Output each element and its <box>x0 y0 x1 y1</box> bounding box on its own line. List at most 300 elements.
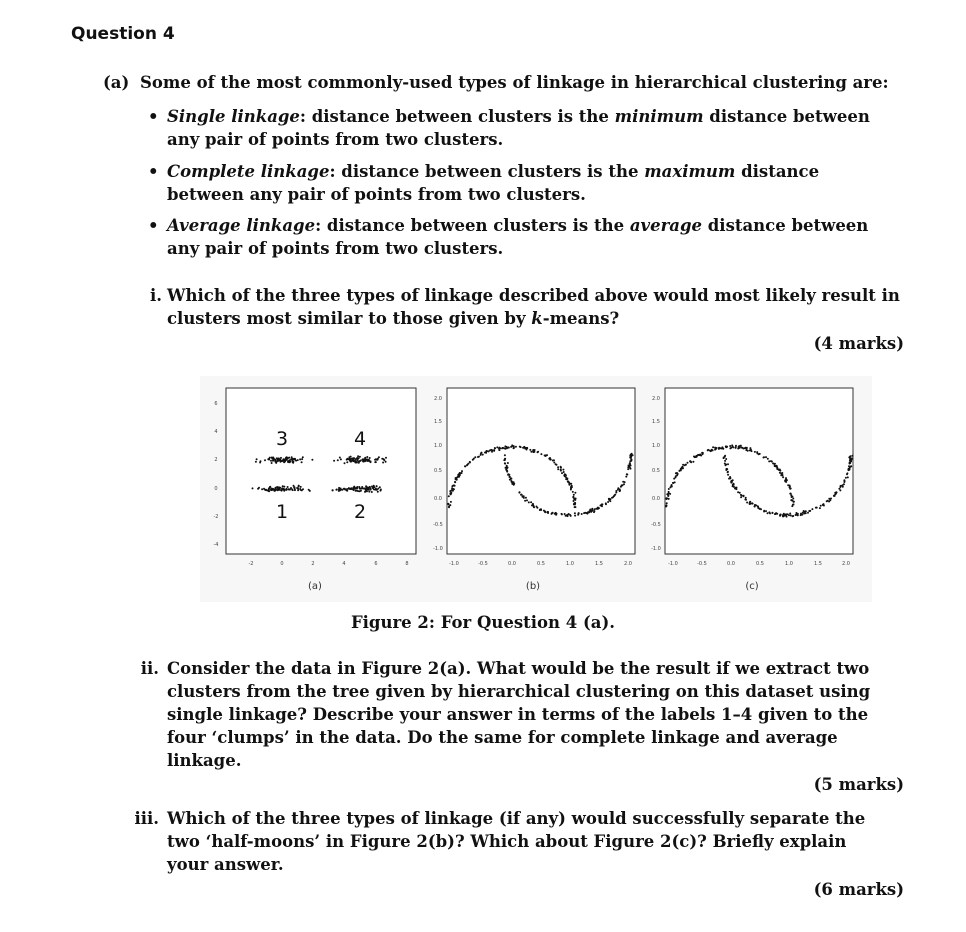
data-point <box>823 503 825 505</box>
data-point <box>526 447 528 449</box>
data-point <box>385 461 387 463</box>
data-point <box>537 451 539 453</box>
data-point <box>749 501 751 503</box>
data-point <box>464 465 466 467</box>
data-point <box>746 502 748 504</box>
tick-label: -1.0 <box>651 546 661 552</box>
panel-b-subcaption: (b) <box>525 581 541 592</box>
data-point <box>695 455 697 457</box>
data-point <box>809 510 811 512</box>
data-point <box>299 488 301 490</box>
data-point <box>774 463 776 465</box>
data-point <box>565 478 567 480</box>
data-point <box>265 489 267 491</box>
figure-2-plots <box>200 376 872 602</box>
data-point <box>506 467 508 469</box>
question-heading: Question 4 <box>71 24 175 44</box>
data-point <box>461 470 463 472</box>
data-point <box>375 461 377 463</box>
bullet-dot: • <box>148 216 159 235</box>
data-point <box>366 459 368 461</box>
data-point <box>792 515 794 517</box>
linkage-name: Average linkage <box>167 216 316 235</box>
data-point <box>807 512 809 514</box>
data-point <box>504 463 506 465</box>
data-point <box>850 457 852 459</box>
data-point <box>382 462 384 464</box>
data-point <box>515 446 517 448</box>
data-point <box>299 458 301 460</box>
data-point <box>354 488 356 490</box>
tick-label: 1.5 <box>434 419 442 425</box>
data-point <box>302 488 304 490</box>
data-point <box>271 462 273 464</box>
data-point <box>675 472 677 474</box>
data-point <box>561 513 563 515</box>
data-point <box>553 462 555 464</box>
data-point <box>513 483 515 485</box>
subquestion-ii-text: Consider the data in Figure 2(a). What would be the result if we extract two clusters from the tree given by hierarchical clustering on this dataset using single linkage? Describe your answer in terms of the labels 1–4 given to the four ‘clumps’ in the data. Do the same for complete linkage and average linkage. <box>167 659 871 770</box>
data-point <box>482 454 484 456</box>
data-point <box>756 452 758 454</box>
data-point <box>360 488 362 490</box>
data-point <box>631 453 633 455</box>
linkage-name: Complete linkage <box>167 162 330 181</box>
tick-label: 1.5 <box>652 419 660 425</box>
data-point <box>268 488 270 490</box>
data-point <box>727 471 729 473</box>
data-point <box>270 489 272 491</box>
data-point <box>675 476 677 478</box>
data-point <box>666 502 668 504</box>
data-point <box>366 456 368 458</box>
data-point <box>375 489 377 491</box>
data-point <box>377 491 379 493</box>
data-point <box>687 462 689 464</box>
data-point <box>570 489 572 491</box>
data-point <box>732 446 734 448</box>
data-point <box>851 455 853 457</box>
data-point <box>789 486 791 488</box>
data-point <box>767 458 769 460</box>
tick-label: 6 <box>374 561 378 567</box>
data-point <box>759 453 761 455</box>
data-point <box>552 460 554 462</box>
data-point <box>712 446 714 448</box>
data-point <box>826 500 828 502</box>
data-point <box>377 488 379 490</box>
data-point <box>612 496 614 498</box>
data-point <box>509 476 511 478</box>
data-point <box>757 505 759 507</box>
data-point <box>272 460 274 462</box>
marks-label: (4 marks) <box>813 334 904 353</box>
data-point <box>589 509 591 511</box>
data-point <box>666 504 668 506</box>
data-point <box>768 511 770 513</box>
data-point <box>775 465 777 467</box>
data-point <box>667 494 669 496</box>
data-point <box>834 493 836 495</box>
tick-label: 2 <box>311 561 315 567</box>
data-point <box>447 503 449 505</box>
data-point <box>765 456 767 458</box>
data-point <box>461 472 463 474</box>
data-point <box>371 491 373 493</box>
data-point <box>522 495 524 497</box>
data-point <box>557 466 559 468</box>
data-point <box>354 460 356 462</box>
data-point <box>284 459 286 461</box>
data-point <box>530 501 532 503</box>
data-point <box>735 447 737 449</box>
data-point <box>820 505 822 507</box>
data-point <box>275 461 277 463</box>
data-point <box>510 478 512 480</box>
data-point <box>281 490 283 492</box>
tick-label: -1.0 <box>449 561 459 567</box>
data-point <box>452 485 454 487</box>
data-point <box>629 455 631 457</box>
data-point <box>727 463 729 465</box>
data-point <box>282 485 284 487</box>
data-point <box>293 486 295 488</box>
data-point <box>448 495 450 497</box>
data-point <box>374 459 376 461</box>
data-point <box>289 460 291 462</box>
data-point <box>348 458 350 460</box>
clump-label-4: 4 <box>353 428 367 450</box>
data-point <box>485 451 487 453</box>
data-point <box>819 507 821 509</box>
data-point <box>285 489 287 491</box>
data-point <box>850 465 852 467</box>
data-point <box>727 474 729 476</box>
data-point <box>346 458 348 460</box>
data-point <box>259 462 261 464</box>
data-point <box>448 505 450 507</box>
tick-label: 0.0 <box>434 496 442 502</box>
data-point <box>745 499 747 501</box>
data-point <box>573 500 575 502</box>
data-point <box>565 515 567 517</box>
data-point <box>564 513 566 515</box>
data-point <box>692 461 694 463</box>
data-point <box>293 458 295 460</box>
data-point <box>338 490 340 492</box>
data-point <box>668 488 670 490</box>
tick-label: -2 <box>213 514 219 520</box>
data-point <box>365 490 367 492</box>
data-point <box>839 489 841 491</box>
data-point <box>729 445 731 447</box>
data-point <box>270 460 272 462</box>
data-point <box>740 494 742 496</box>
data-point <box>285 457 287 459</box>
figure-2 <box>200 376 872 602</box>
data-point <box>629 465 631 467</box>
data-point <box>301 461 303 463</box>
data-point <box>349 460 351 462</box>
data-point <box>473 458 475 460</box>
data-point <box>836 492 838 494</box>
data-point <box>588 511 590 513</box>
tick-label: 0.0 <box>727 561 735 567</box>
tick-label: 0 <box>280 561 284 567</box>
data-point <box>592 509 594 511</box>
data-point <box>340 458 342 460</box>
data-point <box>729 476 731 478</box>
data-point <box>363 488 365 490</box>
tick-label: 2.0 <box>434 396 442 402</box>
data-point <box>619 490 621 492</box>
data-point <box>785 514 787 516</box>
data-point <box>505 467 507 469</box>
data-point <box>451 487 453 489</box>
linkage-name: Single linkage <box>167 107 300 126</box>
data-point <box>504 458 506 460</box>
data-point <box>348 456 350 458</box>
data-point <box>360 490 362 492</box>
data-point <box>847 469 849 471</box>
bullet-dot: • <box>148 162 159 181</box>
data-point <box>533 506 535 508</box>
data-point <box>590 511 592 513</box>
data-point <box>536 507 538 509</box>
data-point <box>449 493 451 495</box>
data-point <box>367 488 369 490</box>
data-point <box>776 467 778 469</box>
data-point <box>531 504 533 506</box>
data-point <box>567 515 569 517</box>
data-point <box>838 488 840 490</box>
tick-label: -0.5 <box>433 522 443 528</box>
data-point <box>363 459 365 461</box>
data-point <box>279 489 281 491</box>
data-point <box>302 456 304 458</box>
data-point <box>782 514 784 516</box>
data-point <box>526 499 528 501</box>
clump-label-2: 2 <box>353 501 367 523</box>
data-point <box>344 489 346 491</box>
data-point <box>672 482 674 484</box>
data-point <box>357 455 359 457</box>
data-point <box>346 461 348 463</box>
tick-label: 0.0 <box>508 561 516 567</box>
bullet-dot: • <box>148 107 159 126</box>
data-point <box>608 498 610 500</box>
data-point <box>570 486 572 488</box>
figure-caption: Figure 2: For Question 4 (a). <box>350 613 616 632</box>
data-point <box>373 485 375 487</box>
data-point <box>340 488 342 490</box>
data-point <box>544 455 546 457</box>
data-point <box>294 489 296 491</box>
data-point <box>459 472 461 474</box>
data-point <box>607 501 609 503</box>
data-point <box>725 445 727 447</box>
data-point <box>267 458 269 460</box>
data-point <box>346 490 348 492</box>
data-point <box>339 457 341 459</box>
data-point <box>574 492 576 494</box>
data-point <box>699 454 701 456</box>
data-point <box>555 512 557 514</box>
data-point <box>370 489 372 491</box>
data-point <box>273 489 275 491</box>
subquestion-number: iii. <box>134 809 159 828</box>
data-point <box>581 513 583 515</box>
data-point <box>681 467 683 469</box>
data-point <box>368 491 370 493</box>
data-point <box>333 460 335 462</box>
data-point <box>624 481 626 483</box>
data-point <box>716 447 718 449</box>
data-point <box>520 494 522 496</box>
data-point <box>291 456 293 458</box>
data-point <box>733 484 735 486</box>
subquestion-number: ii. <box>140 659 159 678</box>
data-point <box>789 493 791 495</box>
data-point <box>620 486 622 488</box>
data-point <box>718 447 720 449</box>
clump-label-3: 3 <box>275 428 289 450</box>
data-point <box>257 488 259 490</box>
data-point <box>385 457 387 459</box>
data-point <box>724 455 726 457</box>
data-point <box>301 458 303 460</box>
data-point <box>800 513 802 515</box>
data-point <box>498 447 500 449</box>
data-point <box>546 511 548 513</box>
data-point <box>782 476 784 478</box>
data-point <box>292 489 294 491</box>
data-point <box>552 512 554 514</box>
data-point <box>556 464 558 466</box>
data-point <box>574 512 576 514</box>
data-point <box>739 492 741 494</box>
data-point <box>729 447 731 449</box>
data-point <box>787 484 789 486</box>
panel-a-subcaption: (a) <box>308 581 322 592</box>
tick-label: 0.5 <box>537 561 545 567</box>
data-point <box>751 450 753 452</box>
data-point <box>677 473 679 475</box>
bullet-single-linkage: Single linkage: distance between clusters is the minimum distance between any pair of points from two clusters. <box>167 107 870 149</box>
data-point <box>601 503 603 505</box>
data-point <box>697 454 699 456</box>
data-point <box>631 459 633 461</box>
data-point <box>524 500 526 502</box>
data-point <box>477 456 479 458</box>
data-point <box>337 459 339 461</box>
subquestion-number: i. <box>149 286 162 305</box>
data-point <box>283 489 285 491</box>
data-point <box>792 498 794 500</box>
data-point <box>605 503 607 505</box>
data-point <box>568 513 570 515</box>
data-point <box>506 471 508 473</box>
data-point <box>593 510 595 512</box>
data-point <box>745 497 747 499</box>
data-point <box>668 491 670 493</box>
data-point <box>255 461 257 463</box>
data-point <box>506 465 508 467</box>
tick-label: 0.5 <box>652 468 660 474</box>
data-point <box>847 476 849 478</box>
data-point <box>665 497 667 499</box>
data-point <box>493 450 495 452</box>
data-point <box>577 514 579 516</box>
data-point <box>280 457 282 459</box>
tick-label: 0.5 <box>756 561 764 567</box>
data-point <box>570 515 572 517</box>
data-point <box>502 447 504 449</box>
data-point <box>629 463 631 465</box>
data-point <box>785 479 787 481</box>
data-point <box>311 459 313 461</box>
subquestion-iii-text: Which of the three types of linkage (if any) would successfully separate the two ‘half-moons’ in Figure 2(b)? Which about Figure 2(c)? Briefly explain your answer. <box>167 809 866 874</box>
data-point <box>540 508 542 510</box>
data-point <box>519 491 521 493</box>
data-point <box>356 486 358 488</box>
data-point <box>671 486 673 488</box>
data-point <box>565 476 567 478</box>
data-point <box>745 449 747 451</box>
data-point <box>627 468 629 470</box>
data-point <box>282 488 284 490</box>
data-point <box>529 449 531 451</box>
data-point <box>511 483 513 485</box>
tick-label: 1.0 <box>566 561 574 567</box>
panel-c-subcaption: (c) <box>745 581 759 592</box>
tick-label: -1.0 <box>668 561 678 567</box>
data-point <box>376 485 378 487</box>
data-point <box>256 458 258 460</box>
data-point <box>724 460 726 462</box>
tick-label: -4 <box>213 542 219 548</box>
data-point <box>839 486 841 488</box>
data-point <box>358 460 360 462</box>
data-point <box>811 508 813 510</box>
data-point <box>563 471 565 473</box>
data-point <box>572 491 574 493</box>
bullet-average-linkage: Average linkage: distance between clusters is the average distance between any pair of points from two clusters. <box>167 216 869 258</box>
part-a-intro: Some of the most commonly-used types of linkage in hierarchical clustering are: <box>140 73 889 92</box>
data-point <box>770 460 772 462</box>
data-point <box>742 448 744 450</box>
data-point <box>504 454 506 456</box>
tick-label: 4 <box>342 561 346 567</box>
clump-label-1: 1 <box>275 501 289 523</box>
data-point <box>519 446 521 448</box>
tick-label: -0.5 <box>651 522 661 528</box>
data-point <box>383 458 385 460</box>
data-point <box>778 469 780 471</box>
data-point <box>469 461 471 463</box>
data-point <box>731 481 733 483</box>
data-point <box>263 488 265 490</box>
marks-label: (5 marks) <box>813 775 904 794</box>
data-point <box>357 490 359 492</box>
data-point <box>525 497 527 499</box>
data-point <box>735 487 737 489</box>
data-point <box>455 478 457 480</box>
data-point <box>261 488 263 490</box>
data-point <box>522 447 524 449</box>
tick-label: 0.0 <box>652 496 660 502</box>
tick-label: -0.5 <box>478 561 488 567</box>
